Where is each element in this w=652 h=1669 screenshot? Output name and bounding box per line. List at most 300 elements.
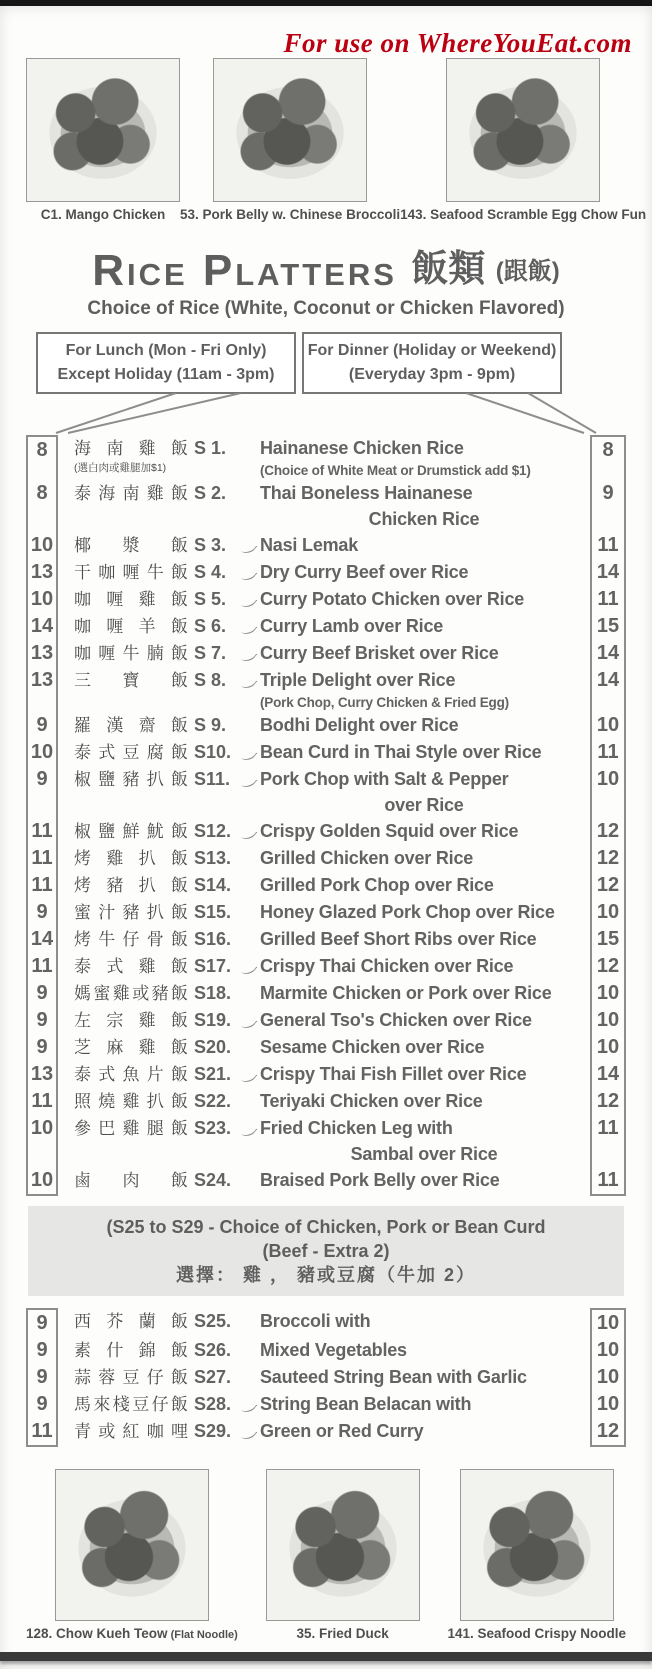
chow-kueh-teow-photo: [55, 1469, 209, 1621]
menu-item-row: [26, 926, 626, 953]
lunch-price: 14: [26, 613, 58, 640]
dinner-price: 10: [590, 766, 626, 818]
item-code: S 3.: [194, 535, 227, 555]
item-name-english: [260, 1418, 590, 1447]
lunch-price-header: [36, 332, 296, 394]
item-name-line1: Thai Boneless Hainanese: [260, 483, 473, 503]
chili-pepper-icon: [240, 1418, 260, 1447]
menu-item-row: [26, 1337, 626, 1364]
menu-item-row: [26, 1007, 626, 1034]
menu-item-row: [26, 1308, 626, 1337]
item-chinese-text: 干咖喱牛飯: [74, 563, 188, 582]
item-name-line1: Braised Pork Belly over Rice: [260, 1170, 500, 1190]
item-name-line1: Mixed Vegetables: [260, 1340, 407, 1360]
item-description: (Choice of White Meat or Drumstick add $1): [260, 463, 531, 478]
dinner-price: 10: [590, 1364, 626, 1391]
lunch-price: 8: [26, 480, 58, 532]
dinner-price-header: [302, 332, 562, 394]
dinner-price: 12: [590, 953, 626, 980]
watermark-text: For use on WhereYouEat.com: [283, 28, 632, 58]
item-name-line1: Grilled Chicken over Rice: [260, 848, 474, 868]
item-chinese-text: 蜜汁豬扒飯: [74, 903, 188, 922]
item-name-english: [260, 667, 590, 712]
dinner-price: 9: [590, 480, 626, 532]
chili-pepper-icon: [240, 739, 260, 766]
item-name-line1: Dry Curry Beef over Rice: [260, 562, 469, 582]
item-code: S28.: [194, 1394, 232, 1414]
chili-cell-empty: [240, 1364, 260, 1391]
menu-item-row: [26, 1061, 626, 1088]
item-name-english: [260, 1337, 590, 1364]
dish-photo-card: [266, 1469, 420, 1641]
item-code: S23.: [194, 1118, 232, 1138]
item-chinese-note: (選白肉或雞腿加$1): [74, 462, 167, 474]
dish-photo-card: [26, 1469, 238, 1641]
item-chinese-text: 素什錦飯: [74, 1341, 188, 1360]
photo-caption: 35. Fried Duck: [296, 1626, 389, 1641]
item-chinese-text: 泰式豆腐飯: [74, 743, 188, 762]
dinner-header-line2: (Everyday 3pm - 9pm): [348, 366, 516, 383]
dish-photo-card: [447, 1469, 626, 1641]
lunch-price: 10: [26, 1115, 58, 1167]
chili-cell-empty: [240, 1088, 260, 1115]
page-title: [26, 238, 626, 296]
item-description: (Pork Chop, Curry Chicken & Fried Egg): [260, 695, 509, 710]
chili-pepper-icon: [240, 667, 260, 712]
item-chinese-text: 咖喱牛腩飯: [74, 644, 188, 663]
funnel-pointer-lines: [26, 393, 626, 435]
menu-item-row: [26, 640, 626, 667]
item-name-line1: Sauteed String Bean with Garlic: [260, 1367, 527, 1387]
item-name-line1: Sesame Chicken over Rice: [260, 1037, 485, 1057]
item-chinese-text: 椒鹽鮮魷飯: [74, 822, 188, 841]
photo-caption: C1. Mango Chicken: [40, 207, 166, 222]
dinner-price: 12: [590, 818, 626, 845]
dinner-price: 10: [590, 980, 626, 1007]
dinner-price: 14: [590, 640, 626, 667]
seafood-chow-fun-photo: [446, 58, 600, 202]
dinner-header-line1: For Dinner (Holiday or Weekend): [307, 342, 557, 359]
item-chinese-text: 左宗雞飯: [74, 1011, 188, 1030]
lunch-price: 10: [26, 586, 58, 613]
item-code: S 7.: [194, 643, 227, 663]
lunch-price: 10: [26, 1167, 58, 1196]
item-name-chinese: [58, 559, 194, 586]
dinner-price: 12: [590, 1418, 626, 1447]
item-code: S 4.: [194, 562, 227, 582]
item-name-line2: over Rice: [384, 795, 464, 815]
item-chinese-text: 羅漢齋飯: [74, 716, 188, 735]
scan-bottom-edge: [0, 1652, 652, 1661]
item-name-chinese: [58, 712, 194, 739]
lunch-price: 13: [26, 1061, 58, 1088]
lunch-price: 11: [26, 1418, 58, 1447]
item-name-chinese: [58, 586, 194, 613]
item-name-english: [260, 739, 590, 766]
menu-item-row: [26, 1391, 626, 1418]
item-code: S14.: [194, 875, 232, 895]
dish-photo-card: [180, 58, 400, 222]
item-code: S25.: [194, 1311, 232, 1331]
item-code: S 1.: [194, 438, 227, 458]
fried-duck-photo: [266, 1469, 420, 1621]
lunch-price: 9: [26, 1391, 58, 1418]
menu-item-row: [26, 586, 626, 613]
menu-item-row: [26, 739, 626, 766]
item-chinese-text: 馬來棧豆仔飯: [74, 1395, 188, 1414]
item-code: S21.: [194, 1064, 232, 1084]
lunch-price: 13: [26, 667, 58, 712]
chili-cell-empty: [240, 1308, 260, 1337]
dinner-price: 15: [590, 926, 626, 953]
dinner-price: 10: [590, 899, 626, 926]
dinner-price: 11: [590, 1115, 626, 1167]
item-code: S 5.: [194, 589, 227, 609]
item-name-chinese: [58, 1418, 194, 1447]
item-name-line1: Grilled Beef Short Ribs over Rice: [260, 929, 537, 949]
menu-item-row: [26, 712, 626, 739]
item-name-chinese: [58, 667, 194, 712]
item-name-line1: Crispy Thai Fish Fillet over Rice: [260, 1064, 527, 1084]
menu-section-2: [26, 1308, 626, 1447]
item-name-line1: Bean Curd in Thai Style over Rice: [260, 742, 542, 762]
photo-caption: 143. Seafood Scramble Egg Chow Fun: [400, 207, 647, 222]
item-name-english: [260, 640, 590, 667]
menu-item-row: [26, 613, 626, 640]
chili-pepper-icon: [240, 1061, 260, 1088]
item-name-chinese: [58, 1308, 194, 1337]
lunch-price: 9: [26, 899, 58, 926]
item-name-english: [260, 926, 590, 953]
item-name-chinese: [58, 435, 194, 480]
item-name-chinese: [58, 1391, 194, 1418]
lunch-price: 9: [26, 712, 58, 739]
item-name-english: [260, 435, 590, 480]
menu-section-1: [26, 435, 626, 1196]
price-header-row: [26, 332, 626, 394]
item-chinese-text: 泰海南雞飯: [74, 484, 188, 503]
item-chinese-text: 烤豬扒飯: [74, 876, 188, 895]
item-name-english: [260, 1034, 590, 1061]
item-name-english: [260, 953, 590, 980]
photo-caption: 53. Pork Belly w. Chinese Broccoli: [180, 207, 401, 222]
item-name-english: [260, 845, 590, 872]
item-code: S 9.: [194, 715, 227, 735]
item-name-english: [260, 980, 590, 1007]
item-name-english: [260, 532, 590, 559]
item-code: S29.: [194, 1421, 232, 1441]
item-name-chinese: [58, 766, 194, 818]
item-name-chinese: [58, 1061, 194, 1088]
item-chinese-text: 照燒雞扒飯: [74, 1092, 188, 1111]
menu-item-row: [26, 845, 626, 872]
title-english: Rice Platters: [92, 246, 397, 295]
item-chinese-text: 泰式雞飯: [74, 957, 188, 976]
item-code: S27.: [194, 1367, 232, 1387]
dinner-price: 11: [590, 739, 626, 766]
lunch-price: 13: [26, 559, 58, 586]
dinner-price: 14: [590, 1061, 626, 1088]
item-chinese-text: 椒鹽豬扒飯: [74, 770, 188, 789]
chili-pepper-icon: [240, 640, 260, 667]
item-chinese-text: 椰漿飯: [74, 536, 188, 555]
menu-item-row: [26, 1418, 626, 1447]
menu-item-row: [26, 532, 626, 559]
chili-pepper-icon: [240, 532, 260, 559]
lunch-price: 9: [26, 1308, 58, 1337]
chili-pepper-icon: [240, 818, 260, 845]
item-name-line2: Sambal over Rice: [350, 1144, 498, 1164]
item-code: S 6.: [194, 616, 227, 636]
photo-caption: 141. Seafood Crispy Noodle: [447, 1626, 626, 1641]
item-name-line1: Curry Beef Brisket over Rice: [260, 643, 499, 663]
menu-item-row: [26, 953, 626, 980]
dinner-price: 10: [590, 1034, 626, 1061]
item-name-english: [260, 1308, 590, 1337]
lunch-header-line1: For Lunch (Mon - Fri Only): [65, 342, 267, 359]
item-code: S 8.: [194, 670, 227, 690]
item-name-line1: Grilled Pork Chop over Rice: [260, 875, 494, 895]
menu-item-row: [26, 766, 626, 818]
lunch-price: 11: [26, 953, 58, 980]
item-code: S26.: [194, 1340, 232, 1360]
lunch-price: 8: [26, 435, 58, 480]
item-name-chinese: [58, 899, 194, 926]
lunch-price: 10: [26, 532, 58, 559]
dinner-price: 10: [590, 1391, 626, 1418]
item-code: S15.: [194, 902, 232, 922]
top-photo-row: [26, 58, 647, 222]
chili-pepper-icon: [240, 1391, 260, 1418]
item-name-chinese: [58, 1007, 194, 1034]
item-chinese-text: 鹵肉飯: [74, 1171, 188, 1190]
chili-pepper-icon: [240, 1115, 260, 1167]
lunch-price: 9: [26, 766, 58, 818]
note-line1: (S25 to S29 - Choice of Chicken, Pork or Bean Curd: [106, 1217, 546, 1237]
chili-cell-empty: [240, 1034, 260, 1061]
item-name-chinese: [58, 1364, 194, 1391]
chili-pepper-icon: [240, 766, 260, 818]
dinner-price: 11: [590, 1167, 626, 1196]
item-name-english: [260, 872, 590, 899]
item-chinese-text: 青或紅咖哩: [74, 1422, 188, 1441]
item-code: S12.: [194, 821, 232, 841]
item-chinese-text: 媽蜜雞或豬飯: [74, 984, 188, 1003]
dinner-price: 10: [590, 712, 626, 739]
chili-cell-empty: [240, 1337, 260, 1364]
item-code: S22.: [194, 1091, 232, 1111]
item-name-english: [260, 1115, 590, 1167]
lunch-price: 14: [26, 926, 58, 953]
menu-item-row: [26, 1034, 626, 1061]
item-name-chinese: [58, 640, 194, 667]
item-chinese-text: 參巴雞腿飯: [74, 1119, 188, 1138]
lunch-header-line2: Except Holiday (11am - 3pm): [57, 366, 275, 383]
item-name-chinese: [58, 1337, 194, 1364]
dinner-price: 14: [590, 667, 626, 712]
menu-item-row: [26, 1115, 626, 1167]
chili-cell-empty: [240, 845, 260, 872]
item-name-line1: Honey Glazed Pork Chop over Rice: [260, 902, 555, 922]
chili-pepper-icon: [240, 1007, 260, 1034]
lunch-price: 9: [26, 980, 58, 1007]
item-chinese-text: 芝麻雞飯: [74, 1038, 188, 1057]
item-chinese-text: 蒜蓉豆仔飯: [74, 1368, 188, 1387]
menu-item-row: [26, 435, 626, 480]
dinner-price: 12: [590, 845, 626, 872]
item-code: S16.: [194, 929, 232, 949]
item-code: S11.: [194, 769, 231, 789]
item-name-chinese: [58, 980, 194, 1007]
item-name-chinese: [58, 739, 194, 766]
dinner-price: 11: [590, 586, 626, 613]
chili-cell-empty: [240, 899, 260, 926]
item-chinese-text: 西芥蘭飯: [74, 1312, 188, 1331]
item-name-line1: Broccoli with: [260, 1311, 371, 1331]
item-code: S13.: [194, 848, 232, 868]
item-name-line1: Hainanese Chicken Rice: [260, 438, 464, 458]
item-name-line1: Pork Chop with Salt & Pepper: [260, 769, 509, 789]
item-name-english: [260, 559, 590, 586]
item-name-english: [260, 586, 590, 613]
menu-item-row: [26, 1088, 626, 1115]
item-code: S24.: [194, 1170, 232, 1190]
chili-cell-empty: [240, 980, 260, 1007]
chili-cell-empty: [240, 1167, 260, 1196]
menu-item-row: [26, 980, 626, 1007]
photo-caption: 128. Chow Kueh Teow (Flat Noodle): [26, 1626, 238, 1641]
item-name-english: [260, 899, 590, 926]
item-name-line1: Teriyaki Chicken over Rice: [260, 1091, 483, 1111]
note-line2: (Beef - Extra 2): [262, 1241, 390, 1261]
item-name-line1: Curry Potato Chicken over Rice: [260, 589, 525, 609]
chili-pepper-icon: [240, 559, 260, 586]
choice-note-box: [28, 1206, 624, 1296]
item-name-chinese: [58, 1167, 194, 1196]
dinner-price: 8: [590, 435, 626, 480]
lunch-price: 9: [26, 1034, 58, 1061]
item-name-english: [260, 1364, 590, 1391]
item-chinese-text: 烤雞扒飯: [74, 849, 188, 868]
title-chinese: 飯類: [411, 248, 486, 289]
item-code: S 2.: [194, 483, 227, 503]
item-chinese-text: 咖喱雞飯: [74, 590, 188, 609]
item-name-english: [260, 1391, 590, 1418]
item-name-chinese: [58, 926, 194, 953]
lunch-price: 11: [26, 845, 58, 872]
item-name-line1: Green or Red Curry: [260, 1421, 424, 1441]
item-name-english: [260, 1088, 590, 1115]
bottom-photo-row: [26, 1469, 626, 1641]
item-name-english: [260, 766, 590, 818]
dinner-price: 14: [590, 559, 626, 586]
dinner-price: 10: [590, 1007, 626, 1034]
item-code: S10.: [194, 742, 232, 762]
item-name-chinese: [58, 613, 194, 640]
item-name-line1: Curry Lamb over Rice: [260, 616, 444, 636]
pork-belly-photo: [213, 58, 367, 202]
item-name-chinese: [58, 953, 194, 980]
item-name-chinese: [58, 845, 194, 872]
dish-photo-card: [26, 58, 180, 222]
item-name-chinese: [58, 532, 194, 559]
chili-cell-empty: [240, 480, 260, 532]
menu-item-row: [26, 1167, 626, 1196]
item-chinese-text: 三寶飯: [74, 671, 188, 690]
item-name-chinese: [58, 1034, 194, 1061]
item-name-line2: Chicken Rice: [368, 509, 480, 529]
item-chinese-text: 烤牛仔骨飯: [74, 930, 188, 949]
lunch-price: 9: [26, 1337, 58, 1364]
dinner-price: 12: [590, 872, 626, 899]
item-name-line1: Bodhi Delight over Rice: [260, 715, 459, 735]
lunch-price: 11: [26, 1088, 58, 1115]
dish-photo-card: [400, 58, 646, 222]
dinner-price: 15: [590, 613, 626, 640]
item-code: S18.: [194, 983, 232, 1003]
dinner-price: 12: [590, 1088, 626, 1115]
item-chinese-text: 咖喱羊飯: [74, 617, 188, 636]
item-name-chinese: [58, 1088, 194, 1115]
item-name-english: [260, 1007, 590, 1034]
menu-item-row: [26, 818, 626, 845]
menu-item-row: [26, 899, 626, 926]
lunch-price: 13: [26, 640, 58, 667]
item-chinese-text: 泰式魚片飯: [74, 1065, 188, 1084]
item-code: S19.: [194, 1010, 232, 1030]
lunch-price: 9: [26, 1007, 58, 1034]
lunch-price: 11: [26, 818, 58, 845]
item-code: S17.: [194, 956, 232, 976]
item-name-chinese: [58, 1115, 194, 1167]
chili-cell-empty: [240, 872, 260, 899]
menu-item-row: [26, 1364, 626, 1391]
seafood-crispy-noodle-photo: [460, 1469, 614, 1621]
item-name-english: [260, 818, 590, 845]
dinner-price: 10: [590, 1337, 626, 1364]
item-name-line1: Triple Delight over Rice: [260, 670, 456, 690]
mango-chicken-photo: [26, 58, 180, 202]
item-name-english: [260, 1061, 590, 1088]
item-name-english: [260, 613, 590, 640]
rice-choice-subtitle: Choice of Rice (White, Coconut or Chicken Flavored): [87, 298, 565, 319]
item-name-chinese: [58, 480, 194, 532]
item-name-line1: Marmite Chicken or Pork over Rice: [260, 983, 552, 1003]
item-name-line1: Crispy Golden Squid over Rice: [260, 821, 519, 841]
item-code: S20.: [194, 1037, 232, 1057]
chili-cell-empty: [240, 712, 260, 739]
item-name-chinese: [58, 818, 194, 845]
chili-cell-empty: [240, 926, 260, 953]
item-name-line1: String Bean Belacan with: [260, 1394, 472, 1414]
item-name-line1: General Tso's Chicken over Rice: [260, 1010, 532, 1030]
chili-pepper-icon: [240, 586, 260, 613]
chili-pepper-icon: [240, 953, 260, 980]
item-chinese-text: 海南雞飯: [74, 439, 188, 458]
menu-item-row: [26, 480, 626, 532]
item-name-line1: Nasi Lemak: [260, 535, 359, 555]
item-name-line1: Crispy Thai Chicken over Rice: [260, 956, 514, 976]
chili-pepper-icon: [240, 613, 260, 640]
item-name-english: [260, 712, 590, 739]
menu-item-row: [26, 667, 626, 712]
item-name-line1: Fried Chicken Leg with: [260, 1118, 453, 1138]
item-name-english: [260, 1167, 590, 1196]
item-name-chinese: [58, 872, 194, 899]
note-line-chinese: 選擇： 雞 ， 豬或豆腐（牛加 2）: [175, 1265, 476, 1285]
dinner-price: 10: [590, 1308, 626, 1337]
lunch-price: 10: [26, 739, 58, 766]
